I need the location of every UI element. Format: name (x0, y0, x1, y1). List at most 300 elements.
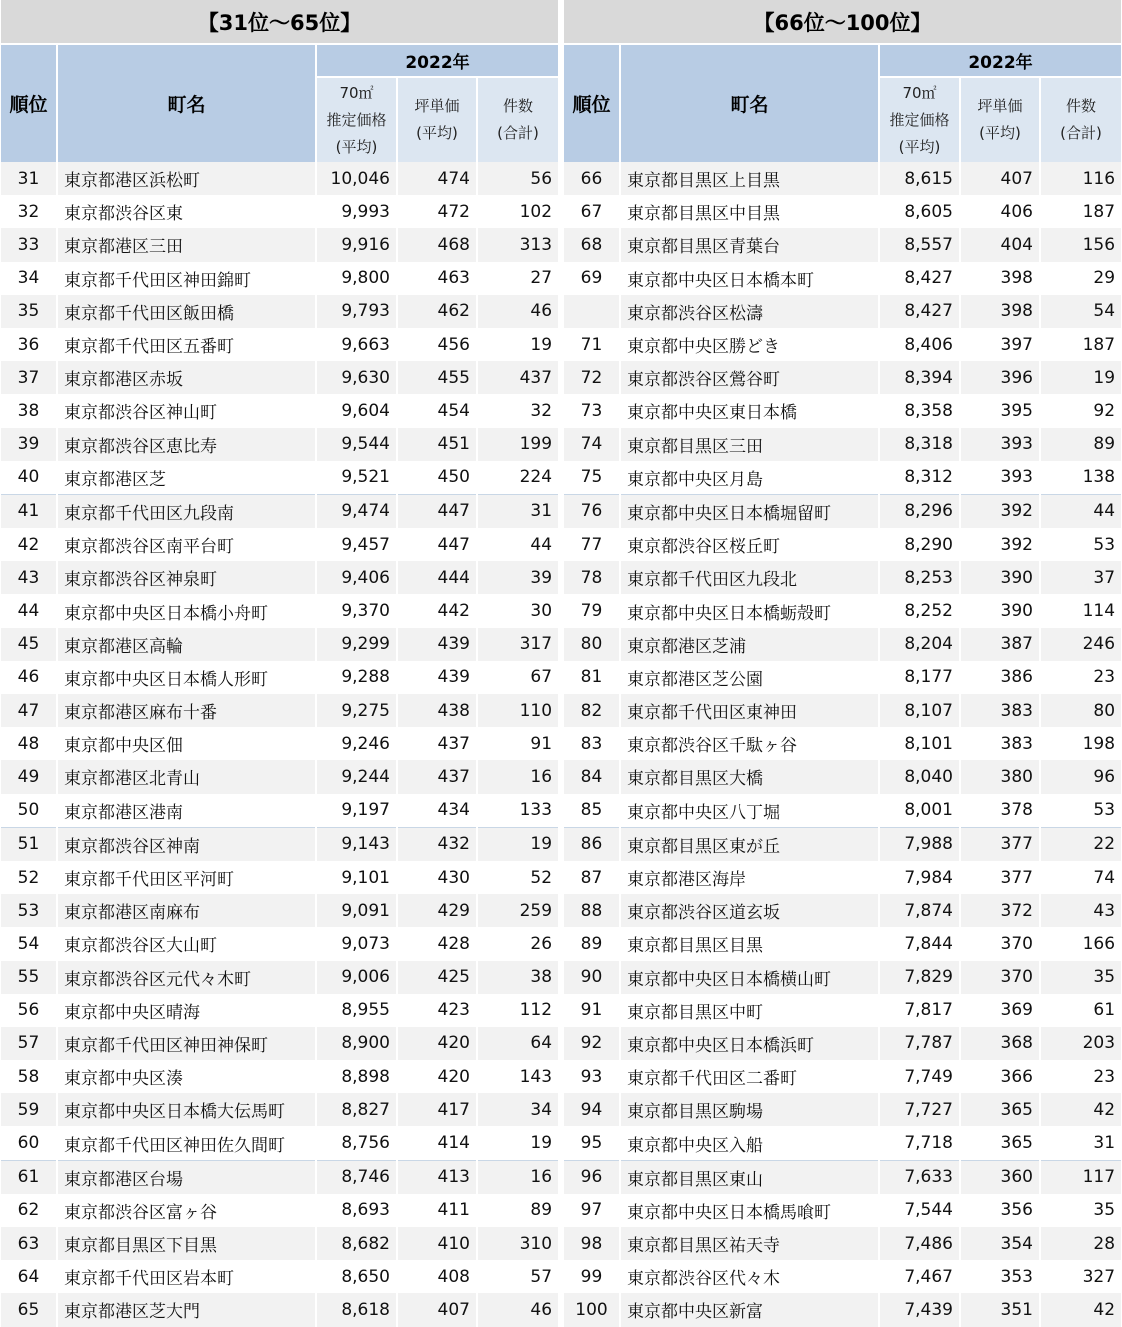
town-cell: 東京都千代田区九段北 (620, 561, 879, 594)
tsubo-price-cell: 393 (960, 461, 1040, 495)
table-row (564, 561, 1121, 594)
tsubo-price-cell: 420 (397, 1060, 477, 1093)
tsubo-price-cell: 438 (397, 694, 477, 727)
count-cell: 89 (1040, 428, 1121, 461)
tsubo-price-cell: 365 (960, 1093, 1040, 1126)
price-cell: 9,630 (316, 361, 397, 394)
rank-cell: 51 (1, 827, 57, 861)
town-cell: 東京都千代田区東神田 (620, 694, 879, 727)
rank-cell: 96 (564, 1160, 620, 1194)
table-row (564, 328, 1121, 361)
price-cell: 7,727 (879, 1093, 960, 1126)
tsubo-price-cell: 451 (397, 428, 477, 461)
rank-cell: 55 (1, 961, 57, 994)
tsubo-price-cell: 354 (960, 1227, 1040, 1260)
table-row (1, 594, 558, 627)
table-row (1, 361, 558, 394)
ranking-panel-31-65 (1, 0, 558, 1327)
table-row (564, 1027, 1121, 1060)
rank-cell: 76 (564, 494, 620, 528)
tsubo-price-cell: 450 (397, 461, 477, 495)
price-cell: 8,827 (316, 1093, 397, 1126)
price-cell: 9,474 (316, 494, 397, 528)
rank-cell: 85 (564, 794, 620, 828)
tsubo-price-cell: 432 (397, 827, 477, 861)
price-cell: 9,006 (316, 961, 397, 994)
town-cell: 東京都渋谷区千駄ヶ谷 (620, 727, 879, 760)
town-cell: 東京都港区港南 (57, 794, 316, 828)
table-row (1, 1260, 558, 1293)
price-cell: 8,955 (316, 994, 397, 1027)
town-cell: 東京都目黒区東山 (620, 1160, 879, 1194)
rank-cell: 60 (1, 1126, 57, 1160)
town-cell: 東京都港区浜松町 (57, 162, 316, 195)
town-cell: 東京都目黒区中町 (620, 994, 879, 1027)
price-cell: 8,253 (879, 561, 960, 594)
table-row (1, 195, 558, 228)
price-cell: 9,101 (316, 861, 397, 894)
count-cell: 16 (477, 1160, 558, 1194)
tsubo-price-cell: 365 (960, 1126, 1040, 1160)
header-price: 70㎡ 推定価格 (平均) (316, 77, 397, 162)
price-cell: 8,693 (316, 1194, 397, 1227)
rank-cell: 42 (1, 528, 57, 561)
price-cell: 8,290 (879, 528, 960, 561)
rank-cell: 52 (1, 861, 57, 894)
town-cell: 東京都渋谷区神山町 (57, 394, 316, 427)
count-cell: 116 (1040, 162, 1121, 195)
price-cell: 10,046 (316, 162, 397, 195)
table-row (1, 961, 558, 994)
price-cell: 8,618 (316, 1293, 397, 1326)
town-cell: 東京都中央区日本橋小舟町 (57, 594, 316, 627)
tsubo-price-cell: 370 (960, 927, 1040, 960)
price-cell: 9,299 (316, 628, 397, 661)
header-rank: 順位 (564, 44, 620, 162)
town-cell: 東京都渋谷区南平台町 (57, 528, 316, 561)
price-cell: 9,197 (316, 794, 397, 828)
ranking-panel-66-100 (564, 0, 1121, 1327)
town-cell: 東京都渋谷区道玄坂 (620, 894, 879, 927)
count-cell: 43 (1040, 894, 1121, 927)
price-cell: 9,800 (316, 262, 397, 295)
town-cell: 東京都中央区日本橋横山町 (620, 961, 879, 994)
tsubo-price-cell: 387 (960, 628, 1040, 661)
tsubo-price-cell: 455 (397, 361, 477, 394)
rank-cell: 98 (564, 1227, 620, 1260)
price-cell: 8,204 (879, 628, 960, 661)
tsubo-price-cell: 353 (960, 1260, 1040, 1293)
tsubo-price-cell: 398 (960, 295, 1040, 328)
tsubo-price-cell: 462 (397, 295, 477, 328)
town-cell: 東京都中央区日本橋馬喰町 (620, 1194, 879, 1227)
tsubo-price-cell: 392 (960, 494, 1040, 528)
count-cell: 96 (1040, 760, 1121, 793)
count-cell: 42 (1040, 1293, 1121, 1326)
price-cell: 8,557 (879, 228, 960, 261)
rank-cell: 68 (564, 228, 620, 261)
count-cell: 102 (477, 195, 558, 228)
rank-cell: 78 (564, 561, 620, 594)
panel-title: 【31位～65位】 (1, 0, 558, 44)
price-cell: 8,427 (879, 262, 960, 295)
count-cell: 313 (477, 228, 558, 261)
town-cell: 東京都中央区晴海 (57, 994, 316, 1027)
rank-cell: 64 (1, 1260, 57, 1293)
header-year: 2022年 (316, 44, 558, 77)
table-row (564, 228, 1121, 261)
rank-cell: 94 (564, 1093, 620, 1126)
count-cell: 156 (1040, 228, 1121, 261)
town-cell: 東京都千代田区神田神保町 (57, 1027, 316, 1060)
rank-cell: 61 (1, 1160, 57, 1194)
count-cell: 22 (1040, 827, 1121, 861)
rank-cell: 54 (1, 927, 57, 960)
town-cell: 東京都渋谷区松濤 (620, 295, 879, 328)
price-cell: 9,916 (316, 228, 397, 261)
town-cell: 東京都目黒区大橋 (620, 760, 879, 793)
town-cell: 東京都渋谷区代々木 (620, 1260, 879, 1293)
count-cell: 19 (477, 328, 558, 361)
price-cell: 8,898 (316, 1060, 397, 1093)
count-cell: 92 (1040, 394, 1121, 427)
table-row (1, 1126, 558, 1160)
count-cell: 198 (1040, 727, 1121, 760)
count-cell: 61 (1040, 994, 1121, 1027)
table-row (564, 1293, 1121, 1326)
rank-cell: 35 (1, 295, 57, 328)
count-cell: 112 (477, 994, 558, 1027)
count-cell: 42 (1040, 1093, 1121, 1126)
table-row (1, 661, 558, 694)
table-row (1, 561, 558, 594)
table-row (564, 628, 1121, 661)
price-cell: 8,296 (879, 494, 960, 528)
price-cell: 8,040 (879, 760, 960, 793)
town-cell: 東京都渋谷区鶯谷町 (620, 361, 879, 394)
rank-cell: 79 (564, 594, 620, 627)
town-cell: 東京都港区芝大門 (57, 1293, 316, 1326)
tsubo-price-cell: 410 (397, 1227, 477, 1260)
price-cell: 9,275 (316, 694, 397, 727)
price-cell: 8,650 (316, 1260, 397, 1293)
town-cell: 東京都千代田区岩本町 (57, 1260, 316, 1293)
header-tsubo-price: 坪単価 (平均) (397, 77, 477, 162)
rank-cell: 39 (1, 428, 57, 461)
town-cell: 東京都港区芝浦 (620, 628, 879, 661)
table-row (1, 760, 558, 793)
town-cell: 東京都千代田区飯田橋 (57, 295, 316, 328)
ranking-rows (564, 162, 1121, 1327)
rank-cell: 99 (564, 1260, 620, 1293)
rank-cell: 58 (1, 1060, 57, 1093)
rank-cell: 81 (564, 661, 620, 694)
price-cell: 8,358 (879, 394, 960, 427)
rank-cell: 57 (1, 1027, 57, 1060)
rank-cell: 84 (564, 760, 620, 793)
tsubo-price-cell: 437 (397, 727, 477, 760)
table-row (564, 1160, 1121, 1194)
count-cell: 23 (1040, 1060, 1121, 1093)
price-cell: 8,427 (879, 295, 960, 328)
price-cell: 7,817 (879, 994, 960, 1027)
price-cell: 8,312 (879, 461, 960, 495)
table-row (564, 394, 1121, 427)
price-cell: 8,605 (879, 195, 960, 228)
town-cell: 東京都中央区湊 (57, 1060, 316, 1093)
panel-title: 【66位～100位】 (564, 0, 1121, 44)
rank-cell: 45 (1, 628, 57, 661)
tsubo-price-cell: 386 (960, 661, 1040, 694)
tsubo-price-cell: 398 (960, 262, 1040, 295)
count-cell: 46 (477, 295, 558, 328)
price-cell: 9,143 (316, 827, 397, 861)
table-row (564, 694, 1121, 727)
table-row (564, 1126, 1121, 1160)
rank-cell: 91 (564, 994, 620, 1027)
rank-cell: 69 (564, 262, 620, 295)
town-cell: 東京都港区芝 (57, 461, 316, 495)
table-row (564, 195, 1121, 228)
count-cell: 133 (477, 794, 558, 828)
price-cell: 9,793 (316, 295, 397, 328)
rank-cell: 34 (1, 262, 57, 295)
table-row (1, 927, 558, 960)
table-row (564, 262, 1121, 295)
count-cell: 34 (477, 1093, 558, 1126)
price-cell: 8,406 (879, 328, 960, 361)
town-cell: 東京都中央区月島 (620, 461, 879, 495)
rank-cell: 53 (1, 894, 57, 927)
rank-cell: 33 (1, 228, 57, 261)
table-row (564, 1260, 1121, 1293)
rank-cell: 97 (564, 1194, 620, 1227)
count-cell: 89 (477, 1194, 558, 1227)
count-cell: 39 (477, 561, 558, 594)
tsubo-price-cell: 370 (960, 961, 1040, 994)
price-cell: 8,756 (316, 1126, 397, 1160)
price-cell: 7,467 (879, 1260, 960, 1293)
rank-cell: 46 (1, 661, 57, 694)
count-cell: 38 (477, 961, 558, 994)
rank-cell: 65 (1, 1293, 57, 1326)
table-row (1, 794, 558, 828)
table-row (564, 1060, 1121, 1093)
table-row (1, 262, 558, 295)
count-cell: 138 (1040, 461, 1121, 495)
table-row (564, 760, 1121, 793)
tsubo-price-cell: 383 (960, 694, 1040, 727)
table-row (564, 1194, 1121, 1227)
rank-cell: 67 (564, 195, 620, 228)
town-cell: 東京都中央区日本橋本町 (620, 262, 879, 295)
town-cell: 東京都千代田区神田錦町 (57, 262, 316, 295)
table-row (1, 295, 558, 328)
price-cell: 7,749 (879, 1060, 960, 1093)
tsubo-price-cell: 447 (397, 528, 477, 561)
table-row (1, 1293, 558, 1326)
table-row (564, 861, 1121, 894)
header-count: 件数 (合計) (1040, 77, 1121, 162)
tsubo-price-cell: 360 (960, 1160, 1040, 1194)
tsubo-price-cell: 439 (397, 628, 477, 661)
rank-cell: 48 (1, 727, 57, 760)
table-row (1, 827, 558, 861)
tsubo-price-cell: 411 (397, 1194, 477, 1227)
price-cell: 7,439 (879, 1293, 960, 1326)
count-cell: 44 (477, 528, 558, 561)
town-cell: 東京都渋谷区神南 (57, 827, 316, 861)
rank-cell: 100 (564, 1293, 620, 1326)
town-cell: 東京都港区赤坂 (57, 361, 316, 394)
table-row (1, 428, 558, 461)
count-cell: 114 (1040, 594, 1121, 627)
rank-cell: 88 (564, 894, 620, 927)
tsubo-price-cell: 468 (397, 228, 477, 261)
price-cell: 7,874 (879, 894, 960, 927)
price-cell: 8,107 (879, 694, 960, 727)
rank-cell: 90 (564, 961, 620, 994)
table-row (564, 494, 1121, 528)
tsubo-price-cell: 434 (397, 794, 477, 828)
price-cell: 9,073 (316, 927, 397, 960)
tsubo-price-cell: 423 (397, 994, 477, 1027)
count-cell: 19 (477, 1126, 558, 1160)
count-cell: 74 (1040, 861, 1121, 894)
price-cell: 9,457 (316, 528, 397, 561)
count-cell: 35 (1040, 1194, 1121, 1227)
table-row (1, 727, 558, 760)
price-cell: 8,746 (316, 1160, 397, 1194)
header-town: 町名 (620, 44, 879, 162)
tsubo-price-cell: 437 (397, 760, 477, 793)
rank-cell: 74 (564, 428, 620, 461)
tsubo-price-cell: 442 (397, 594, 477, 627)
table-row (1, 1160, 558, 1194)
header-price: 70㎡ 推定価格 (平均) (879, 77, 960, 162)
price-cell: 8,177 (879, 661, 960, 694)
table-row (1, 328, 558, 361)
price-cell: 8,252 (879, 594, 960, 627)
town-cell: 東京都中央区入船 (620, 1126, 879, 1160)
tsubo-price-cell: 378 (960, 794, 1040, 828)
count-cell: 31 (477, 494, 558, 528)
town-cell: 東京都目黒区中目黒 (620, 195, 879, 228)
count-cell: 53 (1040, 794, 1121, 828)
town-cell: 東京都目黒区上目黒 (620, 162, 879, 195)
rank-cell: 40 (1, 461, 57, 495)
table-row (1, 894, 558, 927)
count-cell: 37 (1040, 561, 1121, 594)
table-row (564, 1227, 1121, 1260)
town-cell: 東京都港区台場 (57, 1160, 316, 1194)
tsubo-price-cell: 404 (960, 228, 1040, 261)
header-count: 件数 (合計) (477, 77, 558, 162)
table-row (1, 461, 558, 495)
rank-cell (564, 295, 620, 328)
tsubo-price-cell: 369 (960, 994, 1040, 1027)
town-cell: 東京都港区海岸 (620, 861, 879, 894)
rank-cell: 36 (1, 328, 57, 361)
table-row (564, 927, 1121, 960)
tsubo-price-cell: 463 (397, 262, 477, 295)
price-cell: 7,544 (879, 1194, 960, 1227)
town-cell: 東京都中央区佃 (57, 727, 316, 760)
rank-cell: 71 (564, 328, 620, 361)
price-cell: 7,718 (879, 1126, 960, 1160)
table-row (564, 162, 1121, 195)
table-row (1, 1027, 558, 1060)
table-row (564, 461, 1121, 495)
count-cell: 46 (477, 1293, 558, 1326)
table-row (564, 727, 1121, 760)
tsubo-price-cell: 447 (397, 494, 477, 528)
town-cell: 東京都中央区日本橋人形町 (57, 661, 316, 694)
count-cell: 187 (1040, 328, 1121, 361)
table-row (1, 228, 558, 261)
tsubo-price-cell: 474 (397, 162, 477, 195)
tsubo-price-cell: 454 (397, 394, 477, 427)
rank-cell: 86 (564, 827, 620, 861)
rank-cell: 37 (1, 361, 57, 394)
count-cell: 16 (477, 760, 558, 793)
count-cell: 27 (477, 262, 558, 295)
tsubo-price-cell: 420 (397, 1027, 477, 1060)
count-cell: 64 (477, 1027, 558, 1060)
town-cell: 東京都港区三田 (57, 228, 316, 261)
town-cell: 東京都港区芝公園 (620, 661, 879, 694)
tsubo-price-cell: 407 (960, 162, 1040, 195)
price-cell: 8,394 (879, 361, 960, 394)
table-row (1, 162, 558, 195)
rank-cell: 95 (564, 1126, 620, 1160)
tsubo-price-cell: 397 (960, 328, 1040, 361)
table-row (564, 827, 1121, 861)
price-cell: 9,406 (316, 561, 397, 594)
count-cell: 23 (1040, 661, 1121, 694)
table-row (564, 661, 1121, 694)
table-row (564, 361, 1121, 394)
rank-cell: 56 (1, 994, 57, 1027)
price-cell: 9,663 (316, 328, 397, 361)
town-cell: 東京都千代田区二番町 (620, 1060, 879, 1093)
header-town: 町名 (57, 44, 316, 162)
price-cell: 9,993 (316, 195, 397, 228)
table-row (564, 428, 1121, 461)
town-cell: 東京都渋谷区東 (57, 195, 316, 228)
rank-cell: 82 (564, 694, 620, 727)
town-cell: 東京都港区高輪 (57, 628, 316, 661)
tsubo-price-cell: 425 (397, 961, 477, 994)
count-cell: 26 (477, 927, 558, 960)
price-cell: 7,988 (879, 827, 960, 861)
town-cell: 東京都中央区日本橋浜町 (620, 1027, 879, 1060)
rank-cell: 80 (564, 628, 620, 661)
table-row (564, 894, 1121, 927)
town-cell: 東京都千代田区五番町 (57, 328, 316, 361)
town-cell: 東京都港区南麻布 (57, 894, 316, 927)
count-cell: 327 (1040, 1260, 1121, 1293)
count-cell: 246 (1040, 628, 1121, 661)
tsubo-price-cell: 393 (960, 428, 1040, 461)
count-cell: 80 (1040, 694, 1121, 727)
price-cell: 7,984 (879, 861, 960, 894)
ranking-table (1, 0, 558, 1327)
table-row (564, 1093, 1121, 1126)
tsubo-price-cell: 456 (397, 328, 477, 361)
rank-cell: 59 (1, 1093, 57, 1126)
tsubo-price-cell: 396 (960, 361, 1040, 394)
